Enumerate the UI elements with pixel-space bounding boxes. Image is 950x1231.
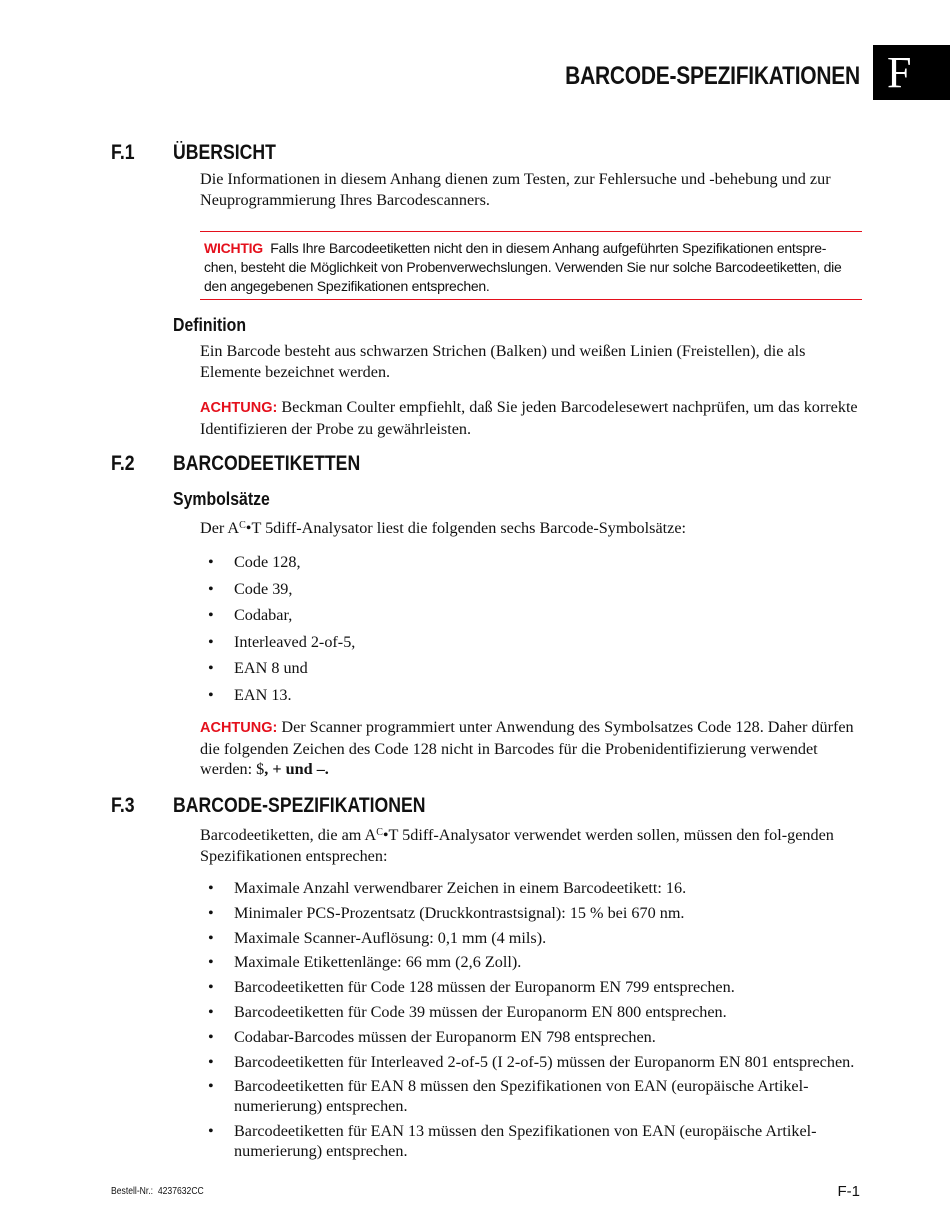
intro-superscript: C [239,520,246,531]
order-number: 4237632CC [157,1186,204,1197]
intro-text: Der A [200,519,240,537]
list-item: • Code 39, [200,579,864,606]
intro-text: •T 5diff-Analysator verwendet werden sollen, müssen den fol-genden Spezifikationen entsprechen: [200,826,834,865]
symbolsets-intro [200,516,864,539]
chapter-title: BARCODE-SPEZIFIKATIONEN [565,62,860,90]
list-item: • Barcodeetiketten für Code 39 müssen der Europanorm EN 800 entsprechen. [200,1002,864,1022]
symbol-set-list [200,552,864,712]
list-item: • Maximale Etikettenlänge: 66 mm (2,6 Zoll). [200,952,864,972]
important-label: WICHTIG [204,240,263,256]
intro-text: •T 5diff-Analysator liest die folgenden sechs Barcode-Symbolsätze: [245,519,686,537]
section-number: F.2 [111,452,135,475]
order-label: Bestell-Nr.: [111,1186,154,1197]
list-item: • Barcodeetiketten für EAN 8 müssen den Spezifikationen von EAN (europäische Artikel-numerierung) entsprechen. [200,1076,864,1116]
subsection-title: Symbolsätze [173,489,270,509]
list-item: • Codabar, [200,605,864,632]
list-item: • EAN 13. [200,685,864,712]
list-item: • Code 128, [200,552,864,579]
footer-order-number [111,1186,204,1197]
list-item: • Barcodeetiketten für EAN 13 müssen den Spezifikationen von EAN (europäische Artikel-numerierung) entsprechen. [200,1121,864,1161]
definition-text: Ein Barcode besteht aus schwarzen Strichen (Balken) und weißen Linien (Freistellen), die als Elemente bezeichnet werden. [200,342,806,381]
list-item: • Barcodeetiketten für Code 128 müssen der Europanorm EN 799 entsprechen. [200,977,864,997]
important-body: Falls Ihre Barcodeetiketten nicht den in diesem Anhang aufgeführten Spezifikationen entspre-chen, besteht die Möglichkeit von Probenverwechslungen. Verwenden Sie nur solche Barcodeetiketten, die den angegebenen Spezifikationen entsprechen. [204,240,842,294]
important-notice [200,231,862,300]
caution-label: ACHTUNG: [200,720,278,736]
section-number: F.3 [111,794,135,817]
important-notice-text [204,239,859,296]
section-title: BARCODEETIKETTEN [173,452,361,475]
caution-label: ACHTUNG: [200,400,278,416]
caution-chars: , + und –. [264,760,329,778]
list-item: • Maximale Anzahl verwendbarer Zeichen in einem Barcodeetikett: 16. [200,878,864,898]
caution-body: Beckman Coulter empfiehlt, daß Sie jeden Barcodelesewert nachprüfen, um das korrekte Identifizieren der Probe zu gewährleisten. [200,398,858,438]
section-title: ÜBERSICHT [173,141,276,164]
specs-intro [200,823,864,866]
section-intro: Die Informationen in diesem Anhang dienen zum Testen, zur Fehlersuche und -behebung und zur Neuprogrammierung Ihres Barcodescanners. [200,170,831,209]
caution-note [200,717,864,780]
list-item: • Codabar-Barcodes müssen der Europanorm EN 798 entsprechen. [200,1027,864,1047]
intro-text: Barcodeetiketten, die am A [200,826,377,844]
section-title: BARCODE-SPEZIFIKATIONEN [173,794,426,817]
caution-note [200,397,864,439]
intro-superscript: C [376,827,383,838]
list-item: • Minimaler PCS-Prozentsatz (Druckkontrastsignal): 15 % bei 670 nm. [200,903,864,923]
list-item: • Interleaved 2-of-5, [200,632,864,659]
section-number: F.1 [111,141,135,164]
chapter-tab: F [873,45,950,100]
list-item: • EAN 8 und [200,658,864,685]
caution-body: Der Scanner programmiert unter Anwendung des Symbolsatzes Code 128. Daher dürfen die folgenden Zeichen des Code 128 nicht in Barcodes für die Probenidentifizierung verwendet werden: $ [200,718,854,778]
subsection-title: Definition [173,315,247,335]
list-item: • Barcodeetiketten für Interleaved 2-of-5 (I 2-of-5) müssen der Europanorm EN 801 entsprechen. [200,1052,864,1072]
list-item: • Maximale Scanner-Auflösung: 0,1 mm (4 mils). [200,928,864,948]
page-number: F-1 [837,1183,860,1200]
spec-list [200,878,864,1166]
